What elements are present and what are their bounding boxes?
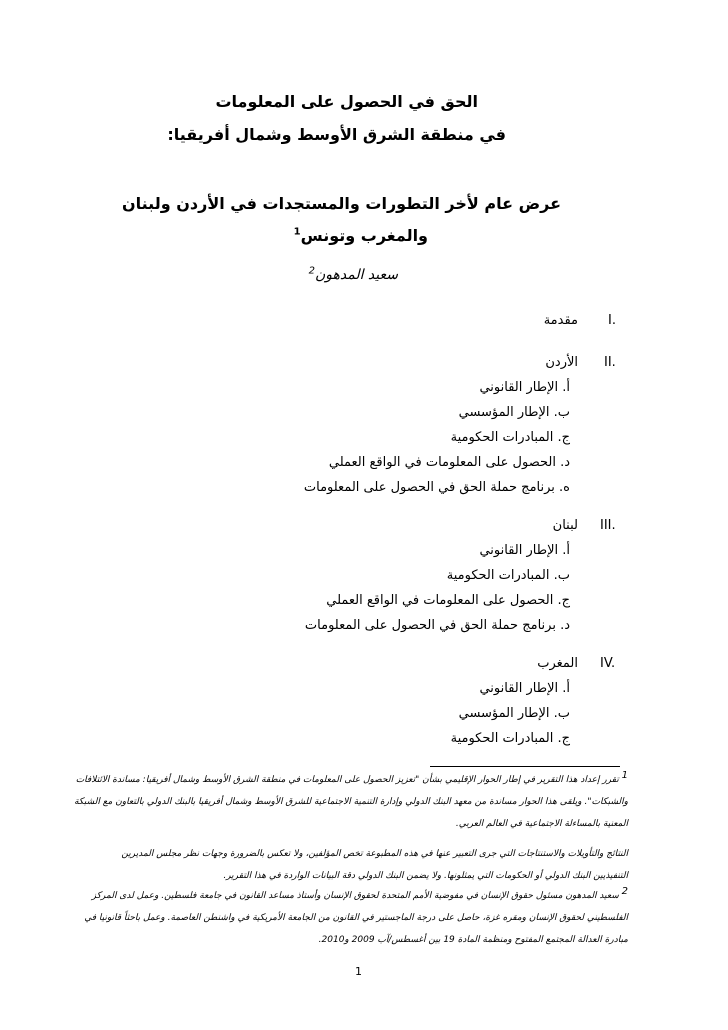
- toc-item: ب. المبادرات الحكومية: [446, 568, 570, 583]
- toc-section-num-3: III.: [600, 518, 616, 533]
- footnote-2-line: الفلسطيني لحقوق الإنسان ومقره غزة، حاصل على درجة الماجستير في القانون من الجامعة الأمريكية في واشنطن العاصمة. وعمل باحثاً قانونيا في: [84, 913, 628, 923]
- toc-item: د. برنامج حملة الحق في الحصول على المعلومات: [304, 618, 570, 633]
- subtitle-line-1: عرض عام لأخر التطورات والمستجدات في الأردن ولبنان: [121, 194, 561, 213]
- title-line-2: في منطقة الشرق الأوسط وشمال أفريقيا:: [167, 125, 506, 144]
- toc-section-title-4: المغرب: [537, 656, 578, 671]
- toc-item: أ. الإطار القانوني: [479, 543, 570, 558]
- toc-item: ه. برنامج حملة الحق في الحصول على المعلومات: [303, 480, 570, 495]
- toc-item: أ. الإطار القانوني: [479, 681, 570, 696]
- footnote-1-text: تقرر إعداد هذا التقرير في إطار الحوار الإقليمي بشأن "تعزيز الحصول على المعلومات في منطقة الشرق الأوسط وشمال أفريقيا: مساندة الائتلافات: [75, 775, 619, 785]
- footnote-1-line: المعنية بالمساءلة الاجتماعية في العالم العربي.: [455, 819, 628, 829]
- title-line-1: الحق في الحصول على المعلومات: [215, 92, 478, 111]
- toc-item: ج. المبادرات الحكومية: [450, 731, 570, 746]
- footnote-2-text: سعيد المدهون مسئول حقوق الإنسان في مفوضية الأمم المتحدة لحقوق الإنسان وأستاذ مساعد القانون في جامعة فلسطين. وعمل لدى المركز: [91, 891, 619, 901]
- footnote-num-2: 2: [621, 886, 628, 897]
- disclaimer-line: النتائج والتأويلات والاستنتاجات التي جرى التعبير عنها في هذه المطبوعة تخص المؤلفين، ولا تعكس بالضرورة وجهات نظر مجلس المديرين: [121, 849, 628, 859]
- footnote-2-line: [91, 886, 628, 901]
- toc-section-num-2: II.: [604, 355, 616, 370]
- subtitle-text: والمغرب وتونس: [300, 226, 428, 245]
- footnote-ref-2[interactable]: 2: [308, 265, 315, 277]
- subtitle-line-2: [294, 226, 428, 245]
- toc-item: د. الحصول على المعلومات في الواقع العملي: [328, 455, 570, 470]
- toc-item: ب. الإطار المؤسسي: [458, 706, 570, 721]
- toc-item: ج. الحصول على المعلومات في الواقع العملي: [326, 593, 570, 608]
- footnote-ref-1[interactable]: 1: [293, 226, 301, 238]
- footnote-2-line: مبادرة العدالة المجتمع المفتوح ومنظمة المادة 19 بين أغسطس/آب 2009 و2010.: [318, 935, 628, 945]
- toc-section-title-2: الأردن: [545, 355, 578, 370]
- disclaimer-line: التنفيذيين البنك الدولي أو الحكومات التي يمثلونها. ولا يضمن البنك الدولي دقة البيانات الواردة في هذا التقرير.: [223, 871, 628, 881]
- footnote-separator: [430, 766, 620, 767]
- toc-section-num-4: IV.: [600, 656, 616, 671]
- toc-item: ب. الإطار المؤسسي: [458, 405, 570, 420]
- footnote-1-line: [75, 770, 628, 785]
- toc-item: أ. الإطار القانوني: [479, 380, 570, 395]
- toc-item: ج. المبادرات الحكومية: [450, 430, 570, 445]
- toc-section-title-3: لبنان: [552, 518, 578, 533]
- toc-section-title-1: مقدمة: [543, 313, 578, 328]
- author-line: [309, 267, 398, 283]
- author-name: سعيد المدهون: [314, 267, 398, 283]
- footnote-1-line: والشبكات". ويلقى هذا الحوار مساندة من معهد البنك الدولي وإدارة التنمية الاجتماعية للشرق الأوسط وشمال أفريقيا بالبنك الدولي بالتعاون مع الشبكة: [74, 797, 628, 807]
- page-number: 1: [355, 965, 362, 978]
- toc-section-num-1: I.: [608, 313, 616, 328]
- footnote-num-1: 1: [621, 770, 628, 781]
